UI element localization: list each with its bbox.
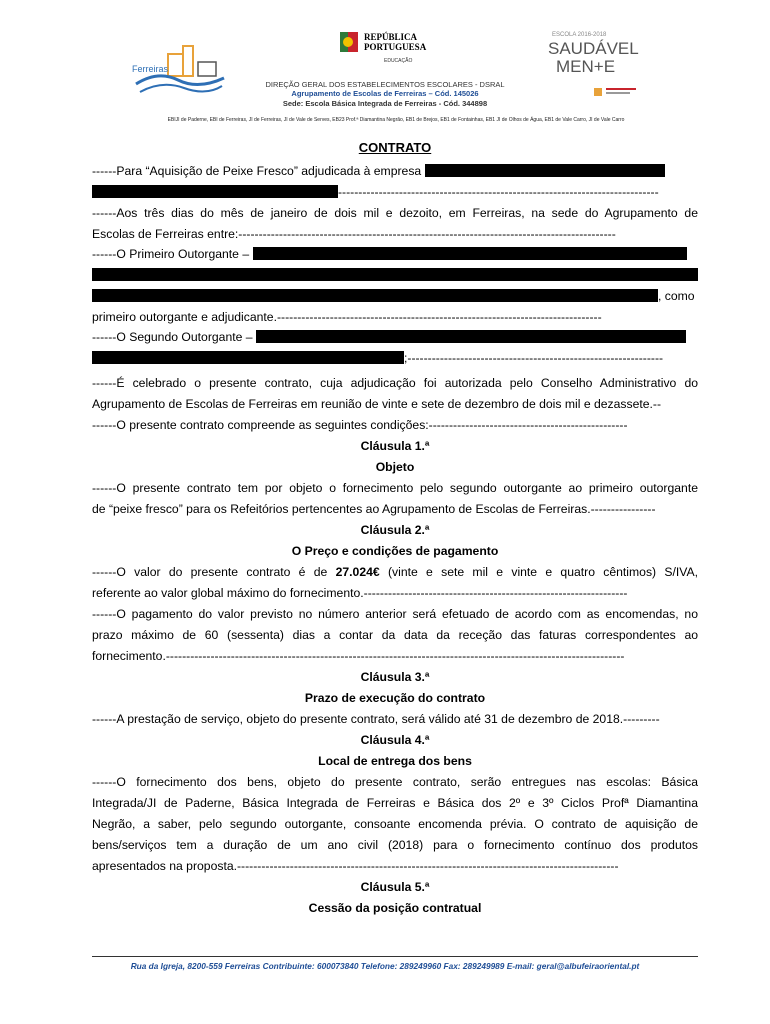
- contract-value: 27.024€: [335, 565, 380, 579]
- redacted-second-party: [256, 330, 686, 343]
- p3-line3: , como: [92, 289, 698, 304]
- p4-line2: ;---------------------------------------------------------------: [92, 351, 698, 366]
- p1-line1: [92, 164, 698, 179]
- p7-line2: de “peixe fresco” para os Refeitórios pertencentes ao Agrupamento de Escolas de Ferreiras.----------------: [92, 502, 656, 516]
- footer-divider: [92, 956, 698, 957]
- p9-line2: prazo máximo de 60 (sessenta) dias a contar da data da receção das faturas correspondentes ao: [92, 628, 698, 642]
- clausula-4-heading: Cláusula 4.ª: [360, 733, 430, 747]
- svg-text:PORTUGUESA: PORTUGUESA: [364, 42, 427, 52]
- redacted-first-party-cont: [92, 268, 698, 281]
- p10-line1: ------A prestação de serviço, objeto do presente contrato, será válido até 31 de dezembro de 2018.---------: [92, 712, 660, 726]
- p7-line1: ------O presente contrato tem por objeto o fornecimento pelo segundo outorgante ao primeiro outorgante: [92, 481, 698, 495]
- redacted-second-party-cont: [92, 351, 404, 364]
- p2-line1: ------Aos três dias do mês de janeiro de dois mil e dezoito, em Ferreiras, na sede do Agrupamento de: [92, 206, 698, 220]
- redacted-company: [425, 164, 665, 177]
- clausula-5-title: Cessão da posição contratual: [308, 901, 482, 915]
- clausula-3-heading: Cláusula 3.ª: [360, 670, 430, 684]
- redacted-first-party-cont2: [92, 289, 658, 302]
- p3-line2: [92, 268, 698, 283]
- footer-contacts: Rua da Igreja, 8200-559 Ferreiras Contribuinte: 600073840 Telefone: 289249960 Fax: 289249989 E-mail: geral@albufeiraoriental.pt: [130, 961, 640, 971]
- p9-line1: ------O pagamento do valor previsto no número anterior será efetuado de acordo com as encomendas, no: [92, 607, 698, 621]
- svg-text:Ferreiras: Ferreiras: [132, 64, 169, 74]
- document-title: CONTRATO: [358, 140, 432, 155]
- clausula-1-title: Objeto: [375, 460, 415, 474]
- p11-line1: ------O fornecimento dos bens, objeto do presente contrato, serão entregues nas escolas: Básica: [92, 775, 698, 789]
- redacted-company-cont: [92, 185, 338, 198]
- clausula-2-title: O Preço e condições de pagamento: [291, 544, 499, 558]
- p8-line1: ------O valor do presente contrato é de 27.024€ (vinte e sete mil e vinte e quatro cêntimos) S/IVA,: [92, 565, 699, 579]
- svg-text:ESCOLA 2016-2018: ESCOLA 2016-2018: [552, 32, 607, 38]
- p5-line2: Agrupamento de Escolas de Ferreiras em reunião de vinte e sete de dezembro de dois mil e dezassete.--: [92, 397, 662, 411]
- clausula-3-title: Prazo de execução do contrato: [304, 691, 486, 705]
- svg-text:MEN+E: MEN+E: [556, 57, 616, 76]
- p1-line2: -------------------------------------------------------------------------------: [92, 185, 698, 200]
- svg-text:EDUCAÇÃO: EDUCAÇÃO: [384, 58, 413, 64]
- header-schools-list: EBIJI de Paderne, EBI de Ferreiras, JI de Ferreiras, JI de Vale de Serves, EB23 Prof.ª Diamantina Negrão, EB1 de Brejos, EB1 de Fontainhas, EB1 JI de Olhos de Água, EB1 de Vale Carro, JI de Vale Carro: [167, 117, 625, 123]
- p5-line1: ------É celebrado o presente contrato, cuja adjudicação foi autorizada pelo Conselho Administrativo do: [92, 376, 698, 390]
- svg-text:REPÚBLICA: REPÚBLICA: [364, 32, 418, 42]
- p3-line4: primeiro outorgante e adjudicante.--------------------------------------------------------------------------------: [92, 310, 602, 324]
- p2-line2: Escolas de Ferreiras entre:---------------------------------------------------------------------------------------------: [92, 227, 616, 241]
- p4-line1: ------O Segundo Outorgante –: [92, 330, 698, 345]
- header-agrupamento: Agrupamento de Escolas de Ferreiras – Cód. 145026: [291, 89, 479, 98]
- header-sede: Sede: Escola Básica Integrada de Ferreiras - Cód. 344898: [282, 99, 488, 108]
- republica-portuguesa-logo: [336, 28, 436, 68]
- p6-line1: ------O presente contrato compreende as seguintes condições:-------------------------------------------------: [92, 418, 628, 432]
- p3-line1: ------O Primeiro Outorgante –: [92, 247, 698, 262]
- clausula-1-heading: Cláusula 1.ª: [360, 439, 430, 453]
- redacted-first-party: [253, 247, 687, 260]
- p11-line3: Negrão, a saber, pelo segundo outorgante, consoante encomenda prévia. O contrato de aquisição de: [92, 817, 698, 831]
- clausula-4-title: Local de entrega dos bens: [318, 754, 472, 768]
- p8-line2: referente ao valor global máximo do fornecimento.-----------------------------------------------------------------: [92, 586, 628, 600]
- clausula-2-heading: Cláusula 2.ª: [360, 523, 430, 537]
- header-direcao: DIREÇÃO GERAL DOS ESTABELECIMENTOS ESCOLARES - DSRAL: [265, 80, 505, 89]
- p11-line5: apresentados na proposta.----------------------------------------------------------------------------------------------: [92, 859, 619, 873]
- clausula-5-heading: Cláusula 5.ª: [360, 880, 430, 894]
- p11-line4: bens/serviços tem a duração de um ano civil (2018) para o fornecimento contínuo dos produtos: [92, 838, 698, 852]
- p1-text: ------Para “Aquisição de Peixe Fresco” adjudicada à empresa: [92, 164, 422, 178]
- p9-line3: fornecimento.-----------------------------------------------------------------------------------------------------------------: [92, 649, 625, 663]
- p11-line2: Integrada/JI de Paderne, Básica Integrada de Ferreiras e Básica dos 2º e 3º Ciclos Profª Diamantina: [92, 796, 698, 810]
- svg-text:SAUDÁVEL: SAUDÁVEL: [548, 39, 639, 58]
